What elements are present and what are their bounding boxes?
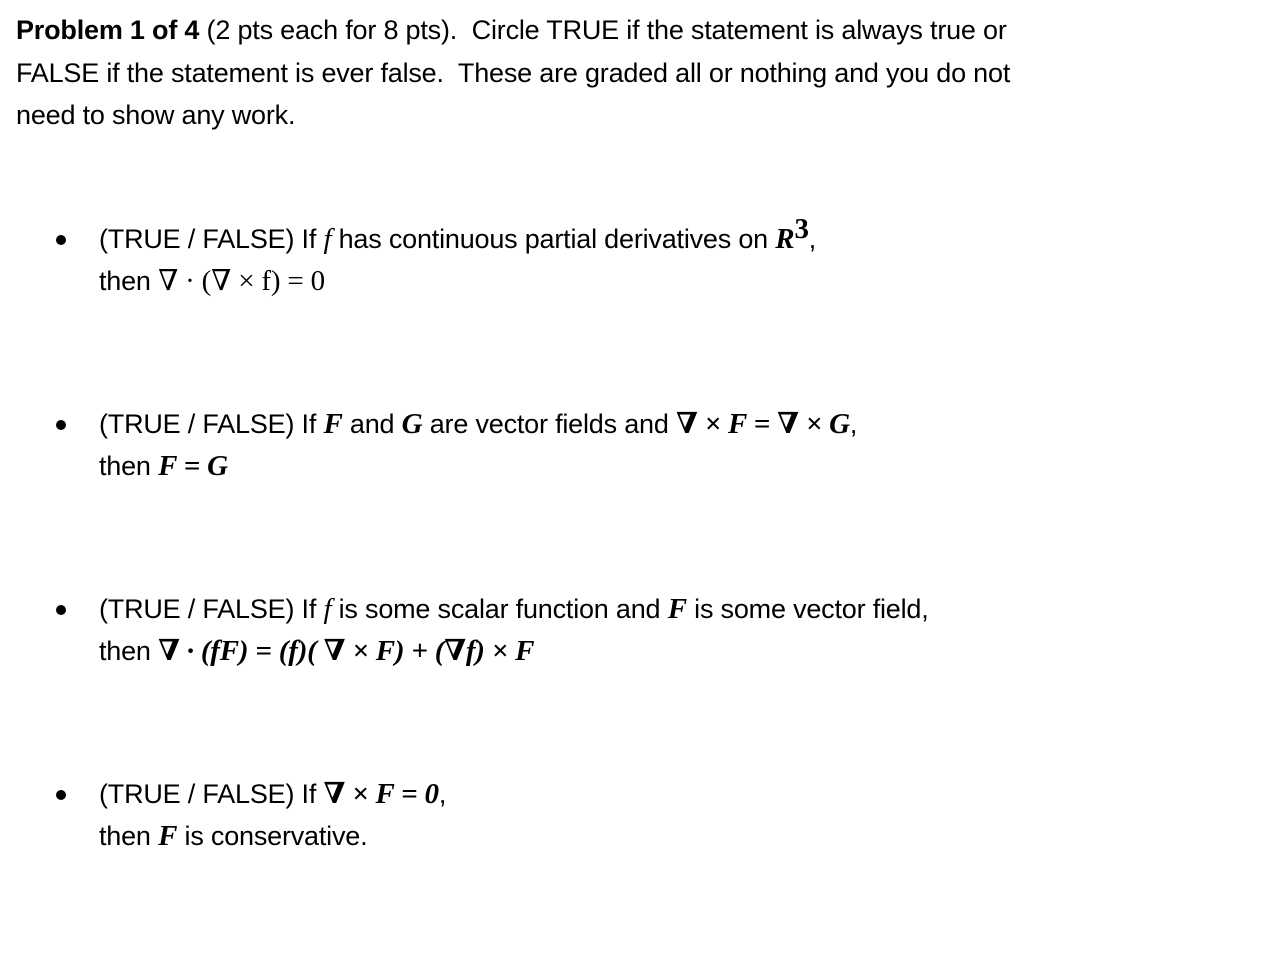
problem-instructions bbox=[16, 9, 1216, 137]
statement-4-line-2 bbox=[99, 815, 367, 857]
instructions-line-3: need to show any work. bbox=[16, 100, 296, 130]
math-var-F: F bbox=[667, 593, 687, 625]
math-var-F: F bbox=[158, 820, 178, 852]
bullet-icon bbox=[56, 235, 66, 245]
text: is conservative. bbox=[177, 821, 368, 851]
statement-1-line-2 bbox=[99, 260, 325, 302]
text: If bbox=[294, 224, 324, 254]
text: If bbox=[294, 779, 324, 809]
math-expression: ∇ × F = 0 bbox=[323, 778, 439, 810]
math-var-F: F bbox=[323, 408, 343, 440]
text: then bbox=[99, 821, 159, 851]
true-false-choice[interactable]: (TRUE / FALSE) bbox=[99, 779, 295, 809]
statement-3-line-1 bbox=[99, 588, 929, 630]
math-space-R: R bbox=[775, 223, 795, 255]
statement-4-line-1 bbox=[99, 773, 446, 815]
text: If bbox=[294, 594, 324, 624]
statement-2-line-1 bbox=[99, 403, 857, 445]
text: If bbox=[294, 409, 324, 439]
text: and bbox=[342, 409, 402, 439]
math-var-f: f bbox=[323, 593, 332, 625]
statement-1-line-1 bbox=[99, 213, 817, 260]
points-text: (2 pts each for 8 pts). bbox=[199, 15, 458, 45]
statement-2-line-2 bbox=[99, 445, 228, 487]
instructions-line-1 bbox=[16, 9, 1216, 52]
math-exponent: 3 bbox=[794, 213, 809, 245]
text: , bbox=[808, 224, 817, 254]
problem-heading: Problem 1 of 4 bbox=[16, 15, 200, 45]
math-expression: ∇ · (fF) = (f)( ∇ × F) + (∇f) × F bbox=[158, 635, 535, 667]
bullet-icon bbox=[56, 605, 66, 615]
text: has continuous partial derivatives on bbox=[331, 224, 776, 254]
text: then bbox=[99, 636, 159, 666]
true-false-choice[interactable]: (TRUE / FALSE) bbox=[99, 224, 295, 254]
math-expression: ∇ × F = ∇ × G bbox=[675, 408, 850, 440]
true-false-choice[interactable]: (TRUE / FALSE) bbox=[99, 409, 295, 439]
text: , bbox=[438, 779, 447, 809]
text: are vector fields and bbox=[422, 409, 676, 439]
math-var-f: f bbox=[323, 223, 332, 255]
math-var-G: G bbox=[401, 408, 423, 440]
bullet-icon bbox=[56, 790, 66, 800]
instructions-line-2: FALSE if the statement is ever false. These are graded all or nothing and you do not bbox=[16, 57, 1011, 88]
statement-3-line-2 bbox=[99, 630, 534, 672]
instructions-text-1: Circle TRUE if the statement is always true or bbox=[457, 15, 1007, 45]
text: then bbox=[99, 451, 159, 481]
math-expression: F = G bbox=[158, 450, 228, 482]
text: is some vector field, bbox=[686, 594, 929, 624]
bullet-icon bbox=[56, 420, 66, 430]
text: , bbox=[849, 409, 858, 439]
text: is some scalar function and bbox=[331, 594, 668, 624]
true-false-choice[interactable]: (TRUE / FALSE) bbox=[99, 594, 295, 624]
text: then bbox=[99, 266, 159, 296]
math-expression: ∇ · (∇ × f) = 0 bbox=[158, 265, 325, 297]
